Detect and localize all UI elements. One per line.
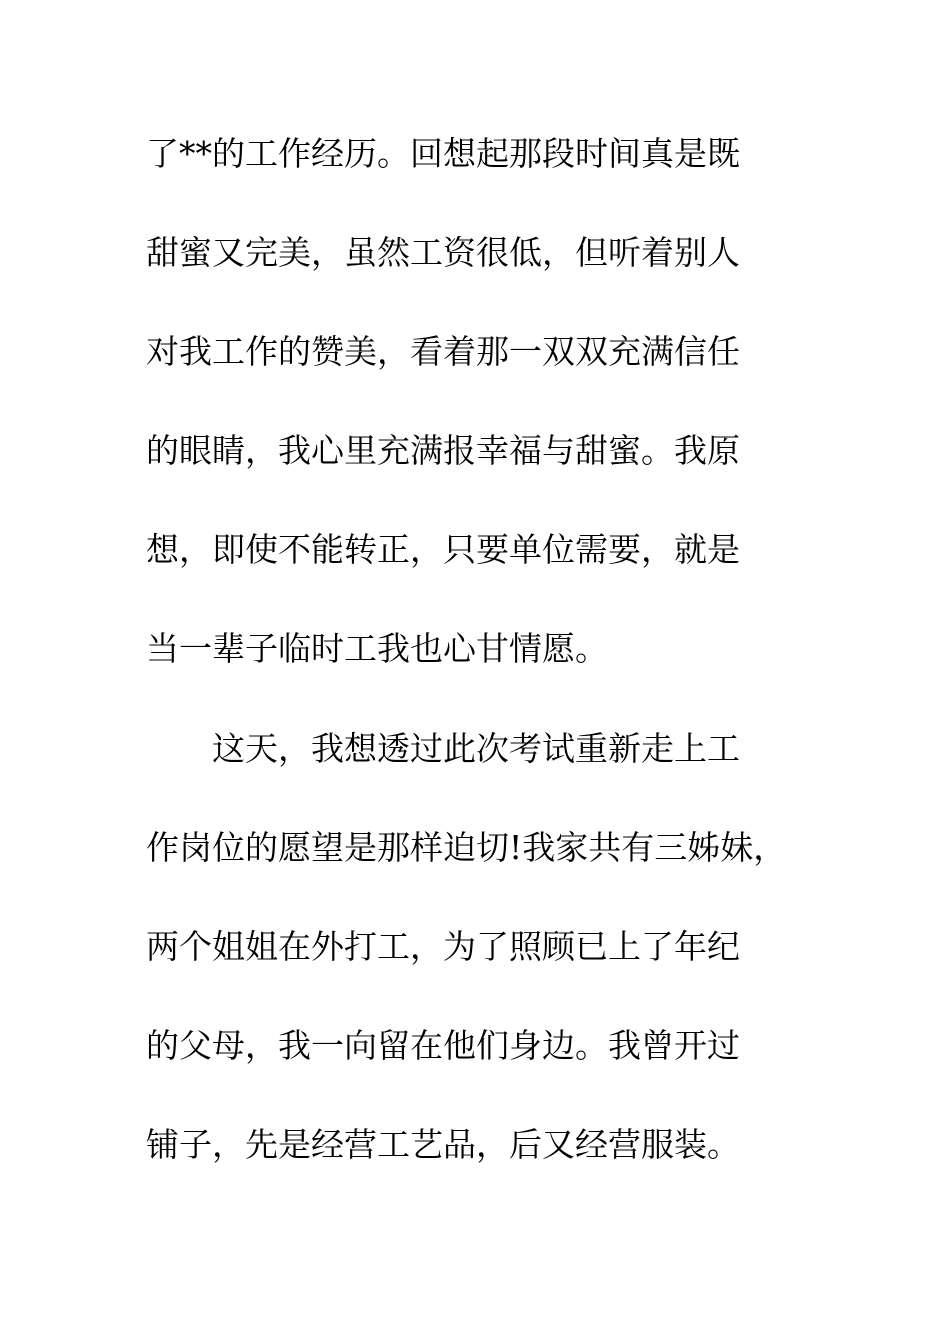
text-line-11: 铺子，先是经营工艺品，后又经营服装。: [146, 1125, 740, 1164]
text-line-10: 的父母，我一向留在他们身边。我曾开过: [146, 1026, 740, 1065]
text-line-2: 甜蜜又完美，虽然工资很低，但听着别人: [146, 233, 740, 272]
text-line-9: 两个姐姐在外打工，为了照顾已上了年纪: [146, 927, 740, 966]
text-line-5: 想，即使不能转正，只要单位需要，就是: [146, 530, 740, 569]
paragraph-start-line: 这天，我想透过此次考试重新走上工: [212, 729, 740, 768]
text-line-3: 对我工作的赞美，看着那一双双充满信任: [146, 332, 740, 371]
text-line-4: 的眼睛，我心里充满报幸福与甜蜜。我原: [146, 431, 740, 470]
text-line-8: 作岗位的愿望是那样迫切!我家共有三姊妹，: [146, 828, 787, 867]
text-line-6: 当一辈子临时工我也心甘情愿。: [146, 629, 608, 668]
text-line-1: 了**的工作经历。回想起那段时间真是既: [146, 134, 740, 173]
